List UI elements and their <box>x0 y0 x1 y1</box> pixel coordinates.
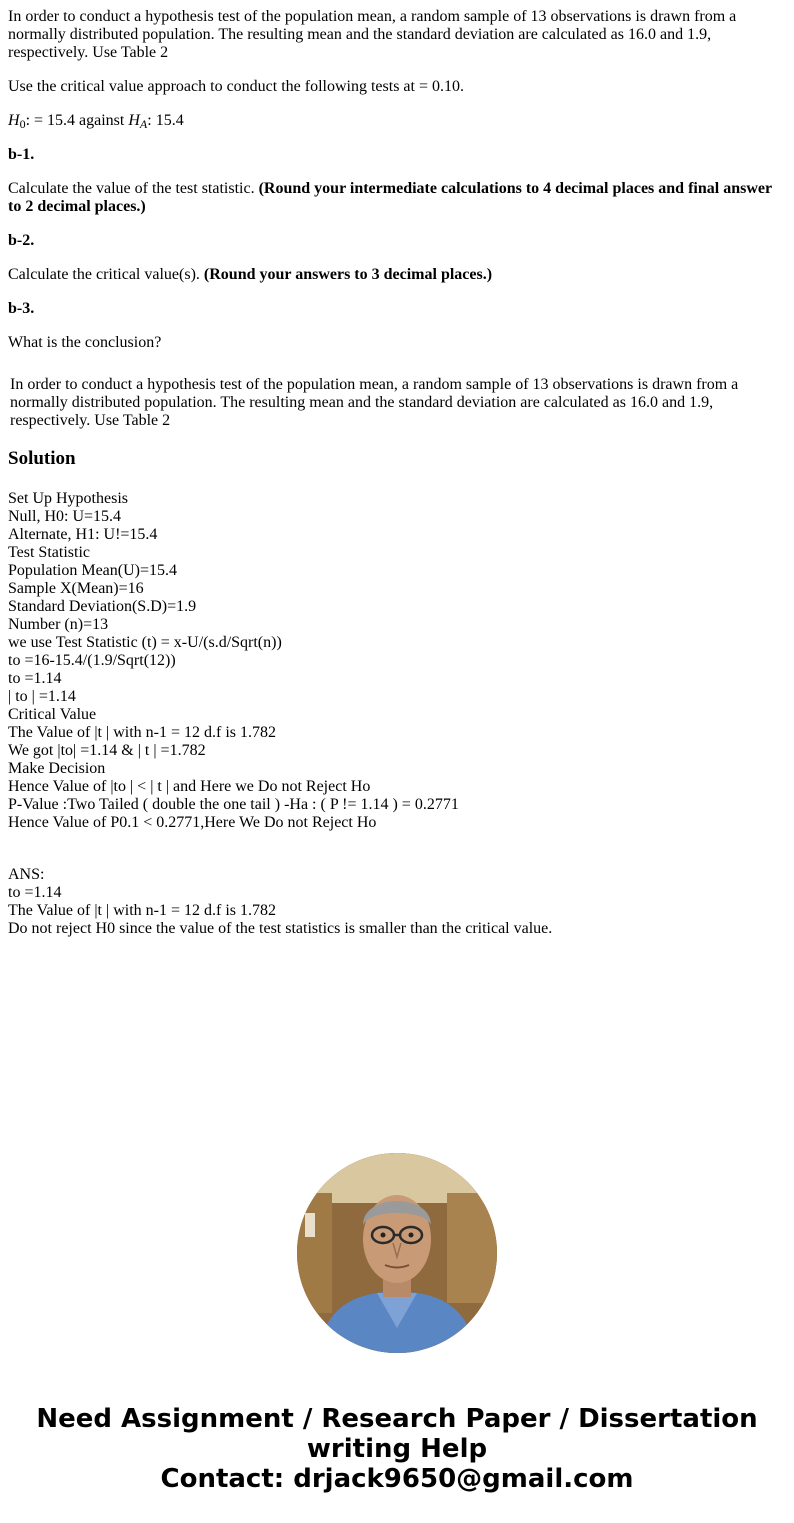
question-quote: In order to conduct a hypothesis test of the population mean, a random sample of 13 observations is drawn from a normally distributed population. The resulting mean and the standard deviation are calculated as 16.0 and 1.9, respectively. Use Table 2 <box>10 376 739 429</box>
answer-line: The Value of |t | with n-1 = 12 d.f is 1.782 <box>8 902 276 919</box>
solution-gap <box>8 832 786 866</box>
solution-line: Alternate, H1: U!=15.4 <box>8 526 158 543</box>
solution-line: to =1.14 <box>8 670 62 687</box>
hypothesis-middle: : = 15.4 against <box>25 112 129 129</box>
solution-line: Hence Value of P0.1 < 0.2771,Here We Do not Reject Ho <box>8 814 377 831</box>
hypothesis-line <box>8 112 786 130</box>
answer-body <box>8 866 786 938</box>
question-instruction: Use the critical value approach to conduct the following tests at = 0.10. <box>8 78 464 95</box>
solution-line: Null, H0: U=15.4 <box>8 508 122 525</box>
solution-line: we use Test Statistic (t) = x-U/(s.d/Sqrt(n)) <box>8 634 282 651</box>
part-b1-text <box>8 180 786 216</box>
part-b2-rounding: (Round your answers to 3 decimal places.) <box>203 266 493 283</box>
answer-line: ANS: <box>8 866 45 883</box>
solution-line: P-Value :Two Tailed ( double the one tail ) -Ha : ( P != 1.14 ) = 0.2771 <box>8 796 459 813</box>
author-photo <box>297 1153 497 1353</box>
solution-line: The Value of |t | with n-1 = 12 d.f is 1.782 <box>8 724 276 741</box>
solution-line: Set Up Hypothesis <box>8 490 128 507</box>
solution-line: Critical Value <box>8 706 97 723</box>
solution-line: to =16-15.4/(1.9/Sqrt(12)) <box>8 652 176 669</box>
part-b2-text <box>8 266 786 284</box>
solution-body <box>8 490 786 832</box>
footer-line-1: Need Assignment / Research Paper / Dissertation <box>36 1404 758 1434</box>
footer-contact: Contact: drjack9650@gmail.com <box>160 1464 634 1494</box>
part-b3-text: What is the conclusion? <box>8 334 162 351</box>
hypothesis-end: : 15.4 <box>147 112 184 129</box>
h0-symbol: H <box>8 112 20 129</box>
solution-line: | to | =1.14 <box>8 688 76 705</box>
ha-subscript: A <box>139 117 148 131</box>
question-intro: In order to conduct a hypothesis test of the population mean, a random sample of 13 observations is drawn from a normally distributed population. The resulting mean and the standard deviation are calculated as 16.0 and 1.9, respectively. Use Table 2 <box>8 8 737 61</box>
answer-line: to =1.14 <box>8 884 62 901</box>
solution-line: Test Statistic <box>8 544 90 561</box>
solution-line: Population Mean(U)=15.4 <box>8 562 177 579</box>
solution-line: Make Decision <box>8 760 106 777</box>
part-b2-question: Calculate the critical value(s). <box>8 266 204 283</box>
author-portrait-icon <box>297 1153 497 1353</box>
solution-heading: Solution <box>8 448 76 469</box>
solution-line: Standard Deviation(S.D)=1.9 <box>8 598 197 615</box>
solution-line: Sample X(Mean)=16 <box>8 580 144 597</box>
part-b3-label: b-3. <box>8 300 35 317</box>
solution-line: We got |to| =1.14 & | t | =1.782 <box>8 742 206 759</box>
part-b2-label: b-2. <box>8 232 35 249</box>
ha-symbol: H <box>128 112 140 129</box>
part-b1-rounding: (Round your intermediate calculations to 4 decimal places and final answer to 2 decimal places.) <box>8 180 772 215</box>
part-b1-question: Calculate the value of the test statistic. <box>8 180 259 197</box>
promo-footer <box>0 1404 794 1494</box>
answer-line: Do not reject H0 since the value of the test statistics is smaller than the critical value. <box>8 920 553 937</box>
h0-subscript: 0 <box>19 117 26 131</box>
part-b1-label: b-1. <box>8 146 35 163</box>
solution-line: Hence Value of |to | < | t | and Here we Do not Reject Ho <box>8 778 371 795</box>
footer-line-2: writing Help <box>306 1434 488 1464</box>
solution-line: Number (n)=13 <box>8 616 109 633</box>
